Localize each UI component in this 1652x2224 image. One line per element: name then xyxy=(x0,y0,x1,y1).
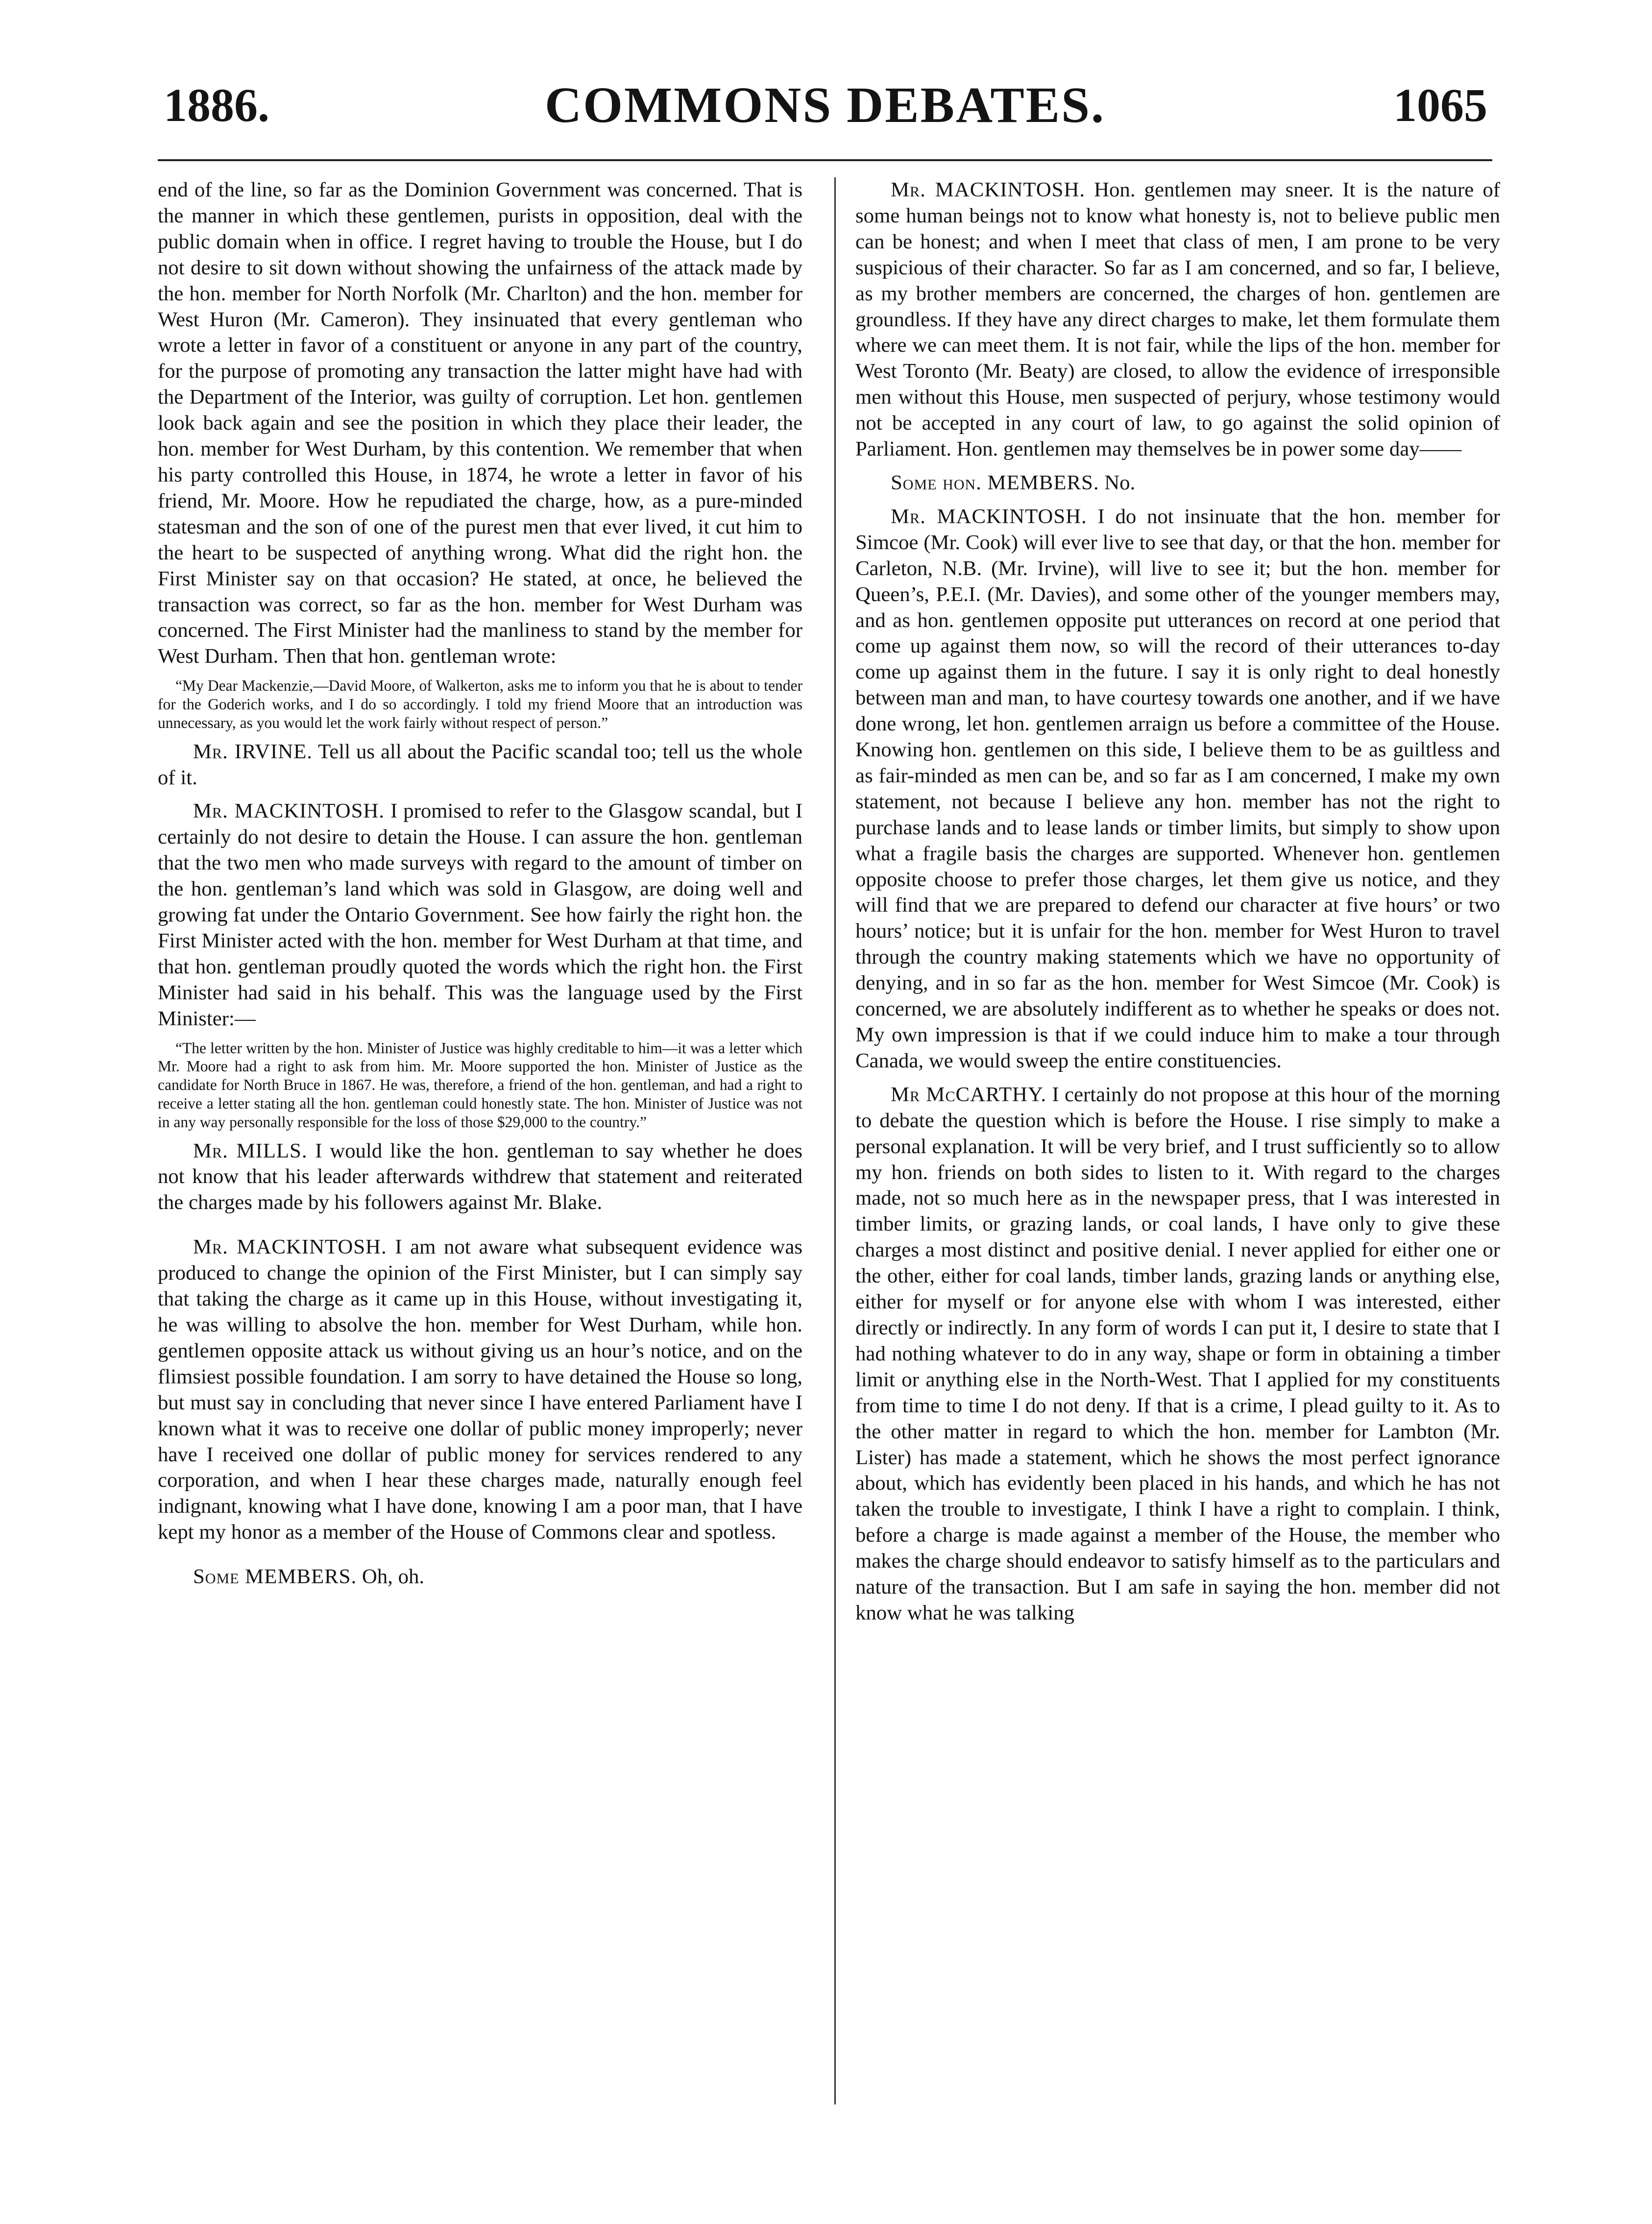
speech xyxy=(855,504,1500,1074)
header-rule xyxy=(158,159,1492,161)
speech xyxy=(855,470,1500,496)
speaker-name: Some hon. MEMBERS. xyxy=(891,471,1099,494)
speaker-name: Mr. MACKINTOSH. xyxy=(891,178,1086,201)
speech-text: Tell us all about the Pacific scandal too; tell us the whole of it. xyxy=(158,740,802,789)
speech xyxy=(855,177,1500,462)
speech xyxy=(158,1564,802,1590)
speech-text: I do not insinuate that the hon. member for Simcoe (Mr. Cook) will ever live to see that day, or that the hon. member for Carleton, N.B. (Mr. Irvine), will live to see it; but the hon. member for Queen’s, P.E.I. (Mr. Davies), and some other of the younger members may, and as hon. gentlemen opposite put utterances on record at one period that come up against them now, so will the record of their utterances to-day come up against them in the future. I say it is only right to deal honestly between man and man, to have courtesy towards one another, and if we have done wrong, let hon. gentlemen arraign us before a committee of the House. Knowing hon. gentlemen on this side, I believe them to be as guiltless and as fair-minded as men can be, and so far as I am concerned, I make my own statement, not because I believe any hon. member has not the right to purchase lands and to lease lands or timber limits, but simply to show upon what a fragile basis the charges are supported. Whenever hon. gentlemen opposite choose to prefer those charges, let them give us notice, and they will find that we are prepared to defend our character at five hours’ or two hours’ notice; but it is unfair for the hon. member for West Huron to travel through the country making statements which we have no opportunity of denying, and in so far as the hon. member for West Simcoe (Mr. Cook) is concerned, we are absolutely indifferent as to whether he speaks or does not. My own impression is that if we could induce him to make a tour through Canada, we would sweep the entire constituencies. xyxy=(855,505,1500,1072)
speaker-name: Mr. MACKINTOSH. xyxy=(891,505,1087,528)
header-year: 1886. xyxy=(164,79,269,131)
speech-text: Hon. gentlemen may sneer. It is the nature of some human beings not to know what honesty is, not to believe public men can be honest; and when I meet that class of men, I am prone to be very suspicious of their character. So far as I am concerned, and so far, I believe, as my brother members are concerned, the charges of hon. gentlemen are groundless. If they have any direct charges to make, let them formulate them where we can meet them. It is not fair, while the lips of the hon. member for West Toronto (Mr. Beaty) are closed, to allow the evidence of irresponsible men without this House, men suspected of perjury, whose testimony would not be accepted in any court of law, to go against the solid opinion of Parliament. Hon. gentlemen may themselves be in power some day—— xyxy=(855,178,1500,461)
speech xyxy=(158,1234,802,1546)
column-divider xyxy=(834,177,836,2104)
speaker-name: Mr. IRVINE. xyxy=(193,740,313,763)
speaker-name: Some MEMBERS. xyxy=(193,1565,357,1589)
speech xyxy=(158,739,802,791)
speaker-name: Mr. MACKINTOSH. xyxy=(193,1235,387,1259)
header-title: COMMONS DEBATES. xyxy=(545,77,1105,133)
speech xyxy=(855,1082,1500,1626)
speech xyxy=(158,1138,802,1216)
speaker-name: Mr McCARTHY. xyxy=(891,1083,1047,1106)
speech xyxy=(158,798,802,1032)
page-header xyxy=(158,73,1492,142)
speech-text: Oh, oh. xyxy=(362,1565,425,1589)
speech-text: I am not aware what subsequent evidence was produced to change the opinion of the First Minister, but I can simply say that taking the charge as it came up in this House, without investigating it, he was willing to absolve the hon. member for West Durham, while hon. gentlemen opposite attack us without giving us an hour’s notice, and on the flimsiest possible foundation. I am sorry to have detained the House so long, but must say in concluding that never since I have entered Parliament have I known what it was to receive one dollar of public money improperly; never have I received one dollar of public money for services rendered to any corporation, and when I hear these charges made, naturally enough feel indignant, knowing what I have done, knowing I am a poor man, that I have kept my honor as a member of the House of Commons clear and spotless. xyxy=(158,1235,802,1544)
quoted-letter: “My Dear Mackenzie,—David Moore, of Walkerton, asks me to inform you that he is about to tender for the Goderich works, and I do so accordingly. I told my friend Moore that an introduction was unnecessary, as you would let the work fairly without respect of person.” xyxy=(158,677,802,731)
speech-text: I would like the hon. gentleman to say whether he does not know that his leader afterwards withdrew that statement and reiterated the charges made by his followers against Mr. Blake. xyxy=(158,1139,802,1214)
left-column xyxy=(158,177,802,1590)
header-page-number: 1065 xyxy=(1393,79,1487,131)
quoted-statement: “The letter written by the hon. Minister of Justice was highly creditable to him—it was a letter which Mr. Moore had a right to ask from him. Mr. Moore supported the hon. Minister of Justice as the candidate for North Bruce in 1867. He was, therefore, a friend of the hon. gentleman, and had a right to receive a letter stating all the hon. gentleman could honestly state. The hon. Minister of Justice was not in any way personally responsible for the loss of those $29,000 to the country.” xyxy=(158,1039,802,1131)
speech-text: No. xyxy=(1104,471,1136,494)
speaker-name: Mr. MILLS. xyxy=(193,1139,308,1162)
paragraph: end of the line, so far as the Dominion Government was concerned. That is the manner in which these gentlemen, purists in opposition, deal with the public domain when in office. I regret having to trouble the House, but I do not desire to sit down without showing the unfairness of the attack made by the hon. member for North Norfolk (Mr. Charlton) and the hon. member for West Huron (Mr. Cameron). They insinuated that every gentleman who wrote a letter in favor of a constituent or anyone in any part of the country, for the purpose of promoting any transaction the latter might have had with the Department of the Interior, was guilty of corruption. Let hon. gentlemen look back again and see the position in which they place their leader, the hon. member for West Durham, by this contention. We remember that when his party controlled this House, in 1874, he wrote a letter in favor of his friend, Mr. Moore. How he repudiated the charge, how, as a pure-minded statesman and the son of one of the purest men that ever lived, it cut him to the heart to be suspected of anything wrong. What did the right hon. the First Minister say on that occasion? He stated, at once, he believed the transaction was correct, so far as the hon. member for West Durham was concerned. The First Minister had the manliness to stand by the member for West Durham. Then that hon. gentleman wrote: xyxy=(158,178,802,668)
speech-text: I promised to refer to the Glasgow scandal, but I certainly do not desire to detain the House. I can assure the hon. gentleman that the two men who made surveys with regard to the amount of timber on the hon. gentleman’s land which was sold in Glasgow, are doing well and growing fat under the Ontario Government. See how fairly the right hon. the First Minister acted with the hon. member for West Durham at that time, and that hon. gentleman proudly quoted the words which the right hon. the First Minister had said in his behalf. This was the language used by the First Minister:— xyxy=(158,799,803,1030)
right-column xyxy=(855,177,1500,1626)
speech-text: I certainly do not propose at this hour of the morning to debate the question which is before the House. I rise simply to make a personal explanation. It will be very brief, and I trust sufficiently so to allow my hon. friends on both sides to listen to it. With regard to the charges made, not so much here as in the newspaper press, that I was interested in timber limits, or grazing lands, or coal lands, I have only to give these charges a most distinct and positive denial. I never applied for either one or the other, either for coal lands, timber lands, grazing lands or anything else, either for myself or for anyone else with whom I was interested, either directly or indirectly. In any form of words I can put it, I desire to state that I had nothing whatever to do in any way, shape or form in obtaining a timber limit or anything else in the North-West. That I applied for my constituents from time to time I do not deny. If that is a crime, I plead guilty to it. As to the other matter in regard to which the hon. member for Lambton (Mr. Lister) has made a statement, which he shows the most perfect ignorance about, which has evidently been placed in his hands, and which he has not taken the trouble to investigate, I think I have a right to complain. I think, before a charge is made against a member of the House, the member who makes the charge should endeavor to satisfy himself as to the particulars and nature of the transaction. But I am safe in saying the hon. member did not know what he was talking xyxy=(855,1083,1500,1624)
speaker-name: Mr. MACKINTOSH. xyxy=(193,799,385,823)
